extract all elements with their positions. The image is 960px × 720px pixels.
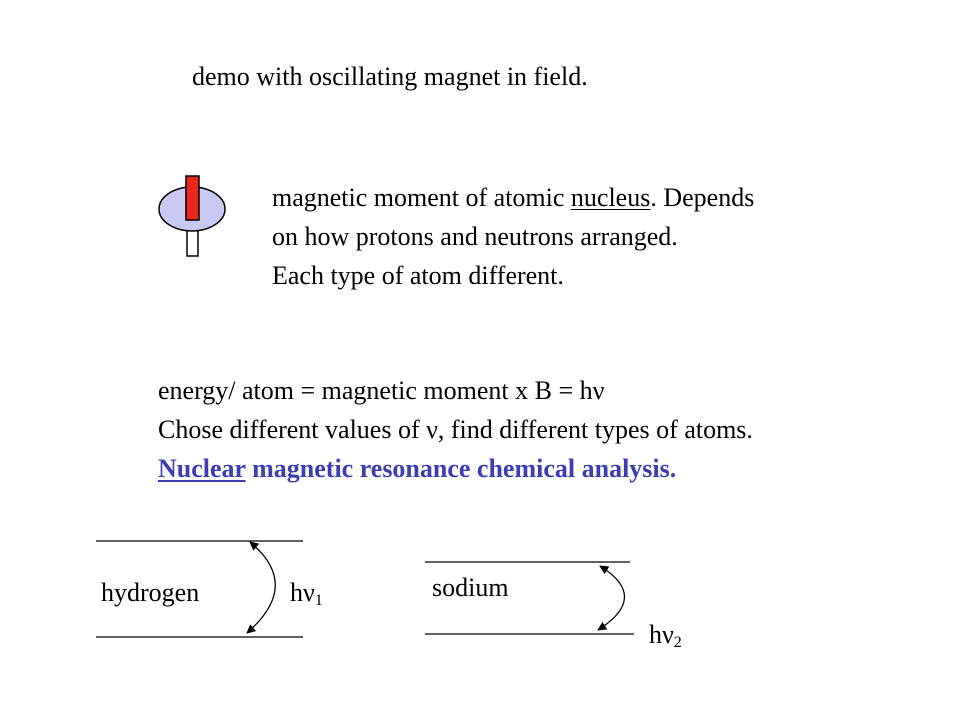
hydrogen-h-nu: hν [290,578,315,607]
nucleus-line-1-start: magnetic moment of atomic [272,183,571,212]
sodium-h-nu: hν [649,620,674,649]
sodium-photon-label [649,618,682,652]
nmr-rest: magnetic resonance chemical analysis. [245,454,677,483]
hydrogen-transition-arrow [247,542,275,633]
nucleus-line-1-end: . Depends [650,183,755,212]
energy-line-1: energy/ atom = magnetic moment x B = hν [158,376,605,405]
hydrogen-subscript: 1 [314,592,323,609]
sodium-label: sodium [432,573,509,602]
hydrogen-photon-label [290,576,323,610]
nucleus-link[interactable]: nucleus [570,183,651,212]
nucleus-line-3: Each type of atom different. [272,261,564,290]
hydrogen-label: hydrogen [101,578,200,607]
demo-title: demo with oscillating magnet in field. [192,62,588,91]
sodium-subscript: 2 [673,634,682,651]
nuclear-link[interactable]: Nuclear [158,454,246,483]
nucleus-line-2: on how protons and neutrons arranged. [272,222,678,251]
energy-line-2: Chose different values of ν, find different types of atoms. [158,415,753,444]
sodium-transition-arrow [598,566,625,630]
